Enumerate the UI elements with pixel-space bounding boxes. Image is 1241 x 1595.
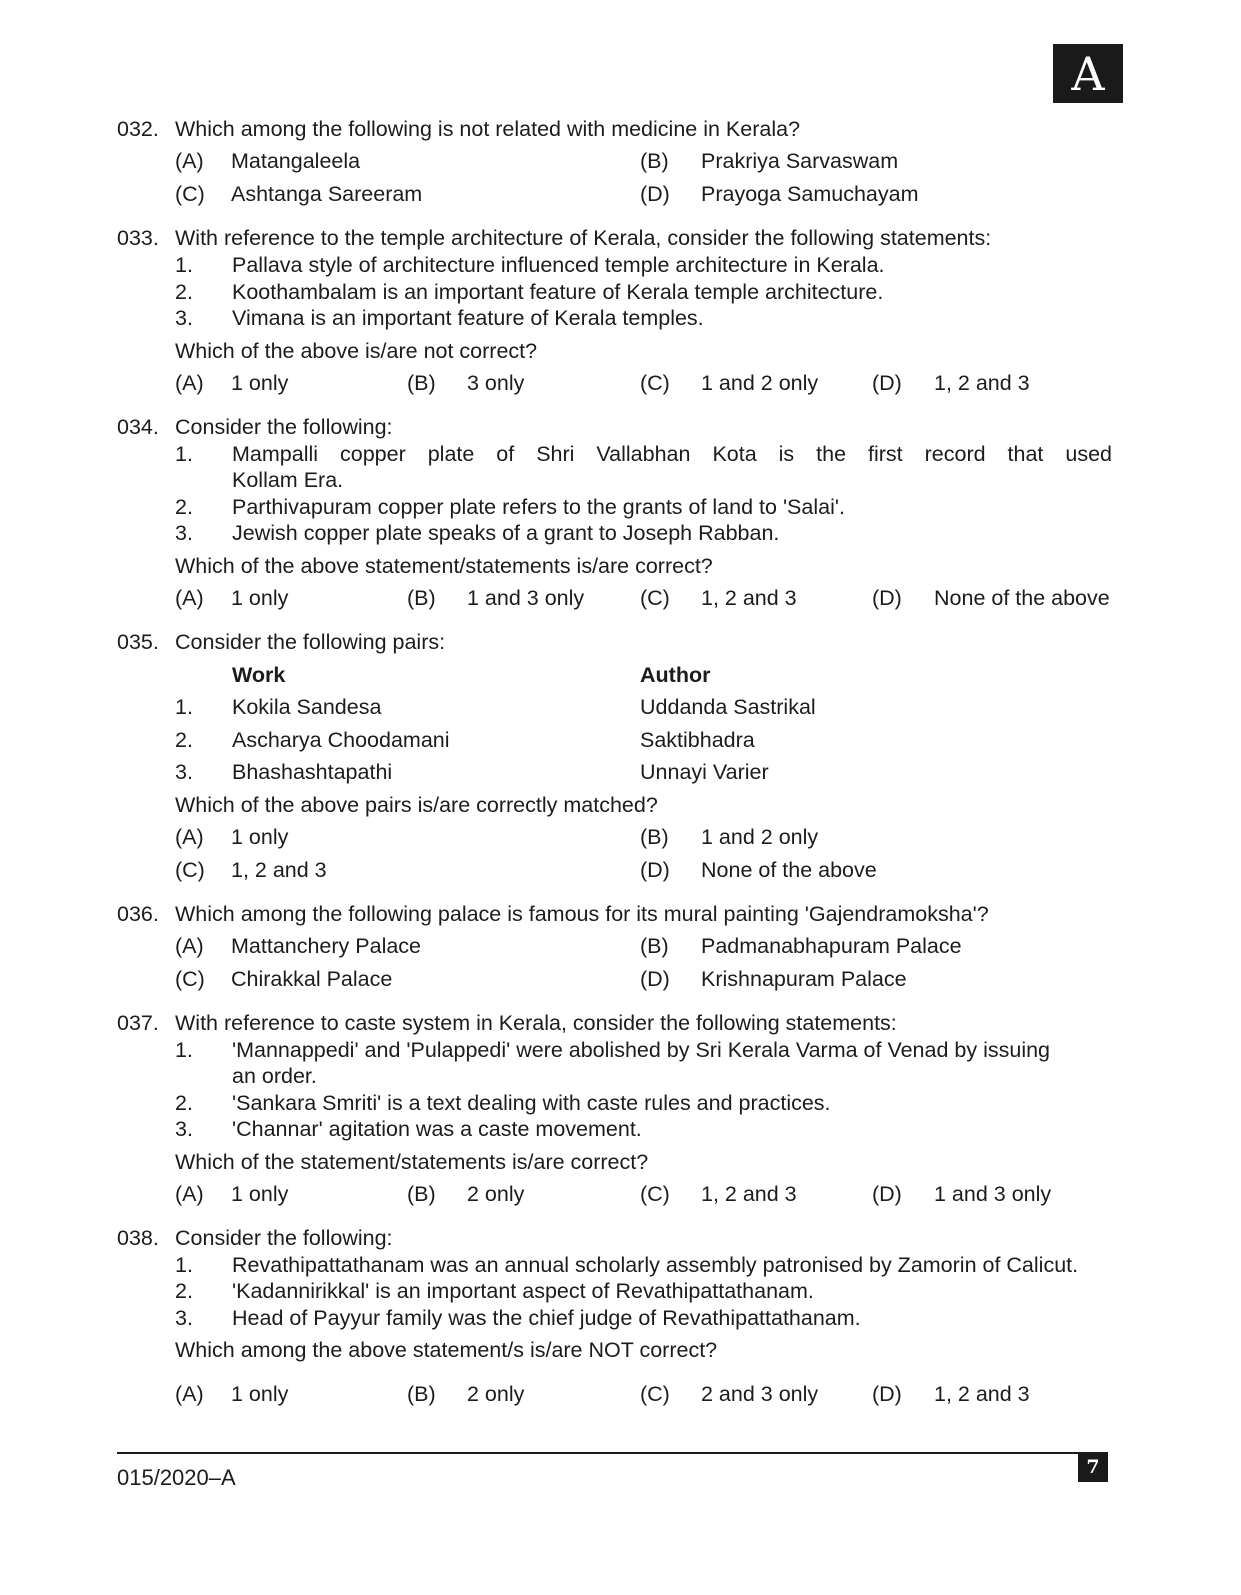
pair-work: Ascharya Choodamani [232, 728, 450, 752]
page-number: 7 [1078, 1452, 1108, 1482]
option-label: (A) [175, 825, 204, 849]
pair-number: 3. [175, 760, 193, 784]
option-label: (D) [640, 858, 670, 882]
question-text: With reference to caste system in Kerala, consider the following statements: [175, 1011, 897, 1035]
option-label: (D) [640, 967, 670, 991]
statement-text: Mampalli copper plate of Shri Vallabhan Kota is the first record that used [232, 442, 1112, 466]
paper-code: 015/2020–A [117, 1465, 236, 1490]
statement-text: 'Sankara Smriti' is a text dealing with caste rules and practices. [232, 1091, 831, 1115]
question-number: 036. [117, 902, 159, 926]
option-label: (B) [407, 371, 436, 395]
statement-number: 2. [175, 1279, 193, 1303]
question-text: Which among the following is not related with medicine in Kerala? [175, 117, 801, 141]
option-text: 1 and 2 only [701, 371, 819, 395]
pair-author: Saktibhadra [640, 728, 755, 752]
question-text: Consider the following: [175, 415, 393, 439]
option-label: (D) [872, 586, 902, 610]
statement-number: 1. [175, 1253, 193, 1277]
question-text: With reference to the temple architecture of Kerala, consider the following statements: [175, 226, 992, 250]
option-label: (D) [640, 182, 670, 206]
option-text: 1, 2 and 3 [701, 1182, 797, 1206]
statement-number: 1. [175, 253, 193, 277]
statement-number: 2. [175, 1091, 193, 1115]
statement-number: 2. [175, 495, 193, 519]
pair-author: Uddanda Sastrikal [640, 695, 816, 719]
option-label: (C) [640, 371, 670, 395]
question-text: Which among the following palace is famous for its mural painting 'Gajendramoksha'? [175, 902, 989, 926]
pair-work: Kokila Sandesa [232, 695, 382, 719]
option-text: 1 and 3 only [934, 1182, 1052, 1206]
statement-text: 'Mannappedi' and 'Pulappedi' were abolished by Sri Kerala Varma of Venad by issuing [232, 1038, 1051, 1062]
option-label: (B) [640, 149, 669, 173]
option-text: 1, 2 and 3 [231, 858, 327, 882]
option-text: 2 and 3 only [701, 1382, 819, 1406]
question-number: 038. [117, 1226, 159, 1250]
option-text: Ashtanga Sareeram [231, 182, 423, 206]
option-text: 1, 2 and 3 [934, 371, 1030, 395]
statement-text-continued: Kollam Era. [232, 468, 344, 492]
statement-text: Revathipattathanam was an annual scholarly assembly patronised by Zamorin of Calicut. [232, 1253, 1079, 1277]
question-prompt: Which of the statement/statements is/are correct? [175, 1150, 649, 1174]
question-number: 032. [117, 117, 159, 141]
option-text: Matangaleela [231, 149, 361, 173]
option-text: 1 only [231, 1182, 289, 1206]
option-text: 1 only [231, 1382, 289, 1406]
option-text: 2 only [467, 1382, 525, 1406]
option-label: (D) [872, 1182, 902, 1206]
question-number: 034. [117, 415, 159, 439]
option-text: 1 only [231, 586, 289, 610]
statement-number: 2. [175, 280, 193, 304]
option-label: (C) [175, 182, 205, 206]
option-text: Prayoga Samuchayam [701, 182, 919, 206]
option-label: (C) [640, 1182, 670, 1206]
option-text: Prakriya Sarvaswam [701, 149, 899, 173]
option-text: 1 only [231, 371, 289, 395]
option-label: (A) [175, 586, 204, 610]
pair-author: Unnayi Varier [640, 760, 769, 784]
statement-text-continued: an order. [232, 1064, 317, 1088]
statement-text: 'Kadannirikkal' is an important aspect of Revathipattathanam. [232, 1279, 814, 1303]
option-label: (A) [175, 1182, 204, 1206]
option-text: Mattanchery Palace [231, 934, 422, 958]
option-label: (C) [175, 858, 205, 882]
pair-number: 2. [175, 728, 193, 752]
statement-number: 1. [175, 442, 193, 466]
option-label: (C) [640, 1382, 670, 1406]
question-prompt: Which of the above is/are not correct? [175, 339, 538, 363]
footer-divider [117, 1452, 1108, 1454]
question-text: Consider the following: [175, 1226, 393, 1250]
statement-text: Head of Payyur family was the chief judge of Revathipattathanam. [232, 1306, 861, 1330]
statement-number: 3. [175, 306, 193, 330]
pair-number: 1. [175, 695, 193, 719]
statement-text: Vimana is an important feature of Kerala temples. [232, 306, 704, 330]
option-label: (C) [175, 967, 205, 991]
option-label: (A) [175, 1382, 204, 1406]
option-label: (B) [640, 825, 669, 849]
question-prompt: Which among the above statement/s is/are NOT correct? [175, 1338, 718, 1362]
option-text: Chirakkal Palace [231, 967, 393, 991]
statement-text: Pallava style of architecture influenced temple architecture in Kerala. [232, 253, 885, 277]
option-label: (D) [872, 371, 902, 395]
statement-text: Koothambalam is an important feature of Kerala temple architecture. [232, 280, 884, 304]
statement-number: 3. [175, 1306, 193, 1330]
option-text: 1, 2 and 3 [701, 586, 797, 610]
question-text: Consider the following pairs: [175, 630, 446, 654]
statement-text: Jewish copper plate speaks of a grant to Joseph Rabban. [232, 521, 780, 545]
question-number: 035. [117, 630, 159, 654]
option-text: 3 only [467, 371, 525, 395]
option-label: (A) [175, 934, 204, 958]
table-header-author: Author [640, 663, 711, 687]
option-label: (A) [175, 371, 204, 395]
option-label: (B) [407, 1182, 436, 1206]
question-prompt: Which of the above statement/statements is/are correct? [175, 554, 713, 578]
question-prompt: Which of the above pairs is/are correctly matched? [175, 793, 658, 817]
option-text: 1 and 2 only [701, 825, 819, 849]
option-text: Krishnapuram Palace [701, 967, 907, 991]
option-label: (B) [407, 586, 436, 610]
statement-number: 1. [175, 1038, 193, 1062]
option-text: None of the above [701, 858, 877, 882]
statement-text: Parthivapuram copper plate refers to the grants of land to 'Salai'. [232, 495, 845, 519]
table-header-work: Work [232, 663, 286, 687]
option-text: Padmanabhapuram Palace [701, 934, 962, 958]
option-label: (D) [872, 1382, 902, 1406]
question-number: 037. [117, 1011, 159, 1035]
option-text: 2 only [467, 1182, 525, 1206]
statement-text: 'Channar' agitation was a caste movement. [232, 1117, 642, 1141]
statement-number: 3. [175, 1117, 193, 1141]
option-label: (A) [175, 149, 204, 173]
option-label: (B) [640, 934, 669, 958]
option-text: 1 and 3 only [467, 586, 585, 610]
option-text: 1 only [231, 825, 289, 849]
statement-number: 3. [175, 521, 193, 545]
option-label: (B) [407, 1382, 436, 1406]
series-badge: A [1053, 44, 1123, 103]
question-number: 033. [117, 226, 159, 250]
option-text: None of the above [934, 586, 1110, 610]
pair-work: Bhashashtapathi [232, 760, 393, 784]
option-label: (C) [640, 586, 670, 610]
option-text: 1, 2 and 3 [934, 1382, 1030, 1406]
